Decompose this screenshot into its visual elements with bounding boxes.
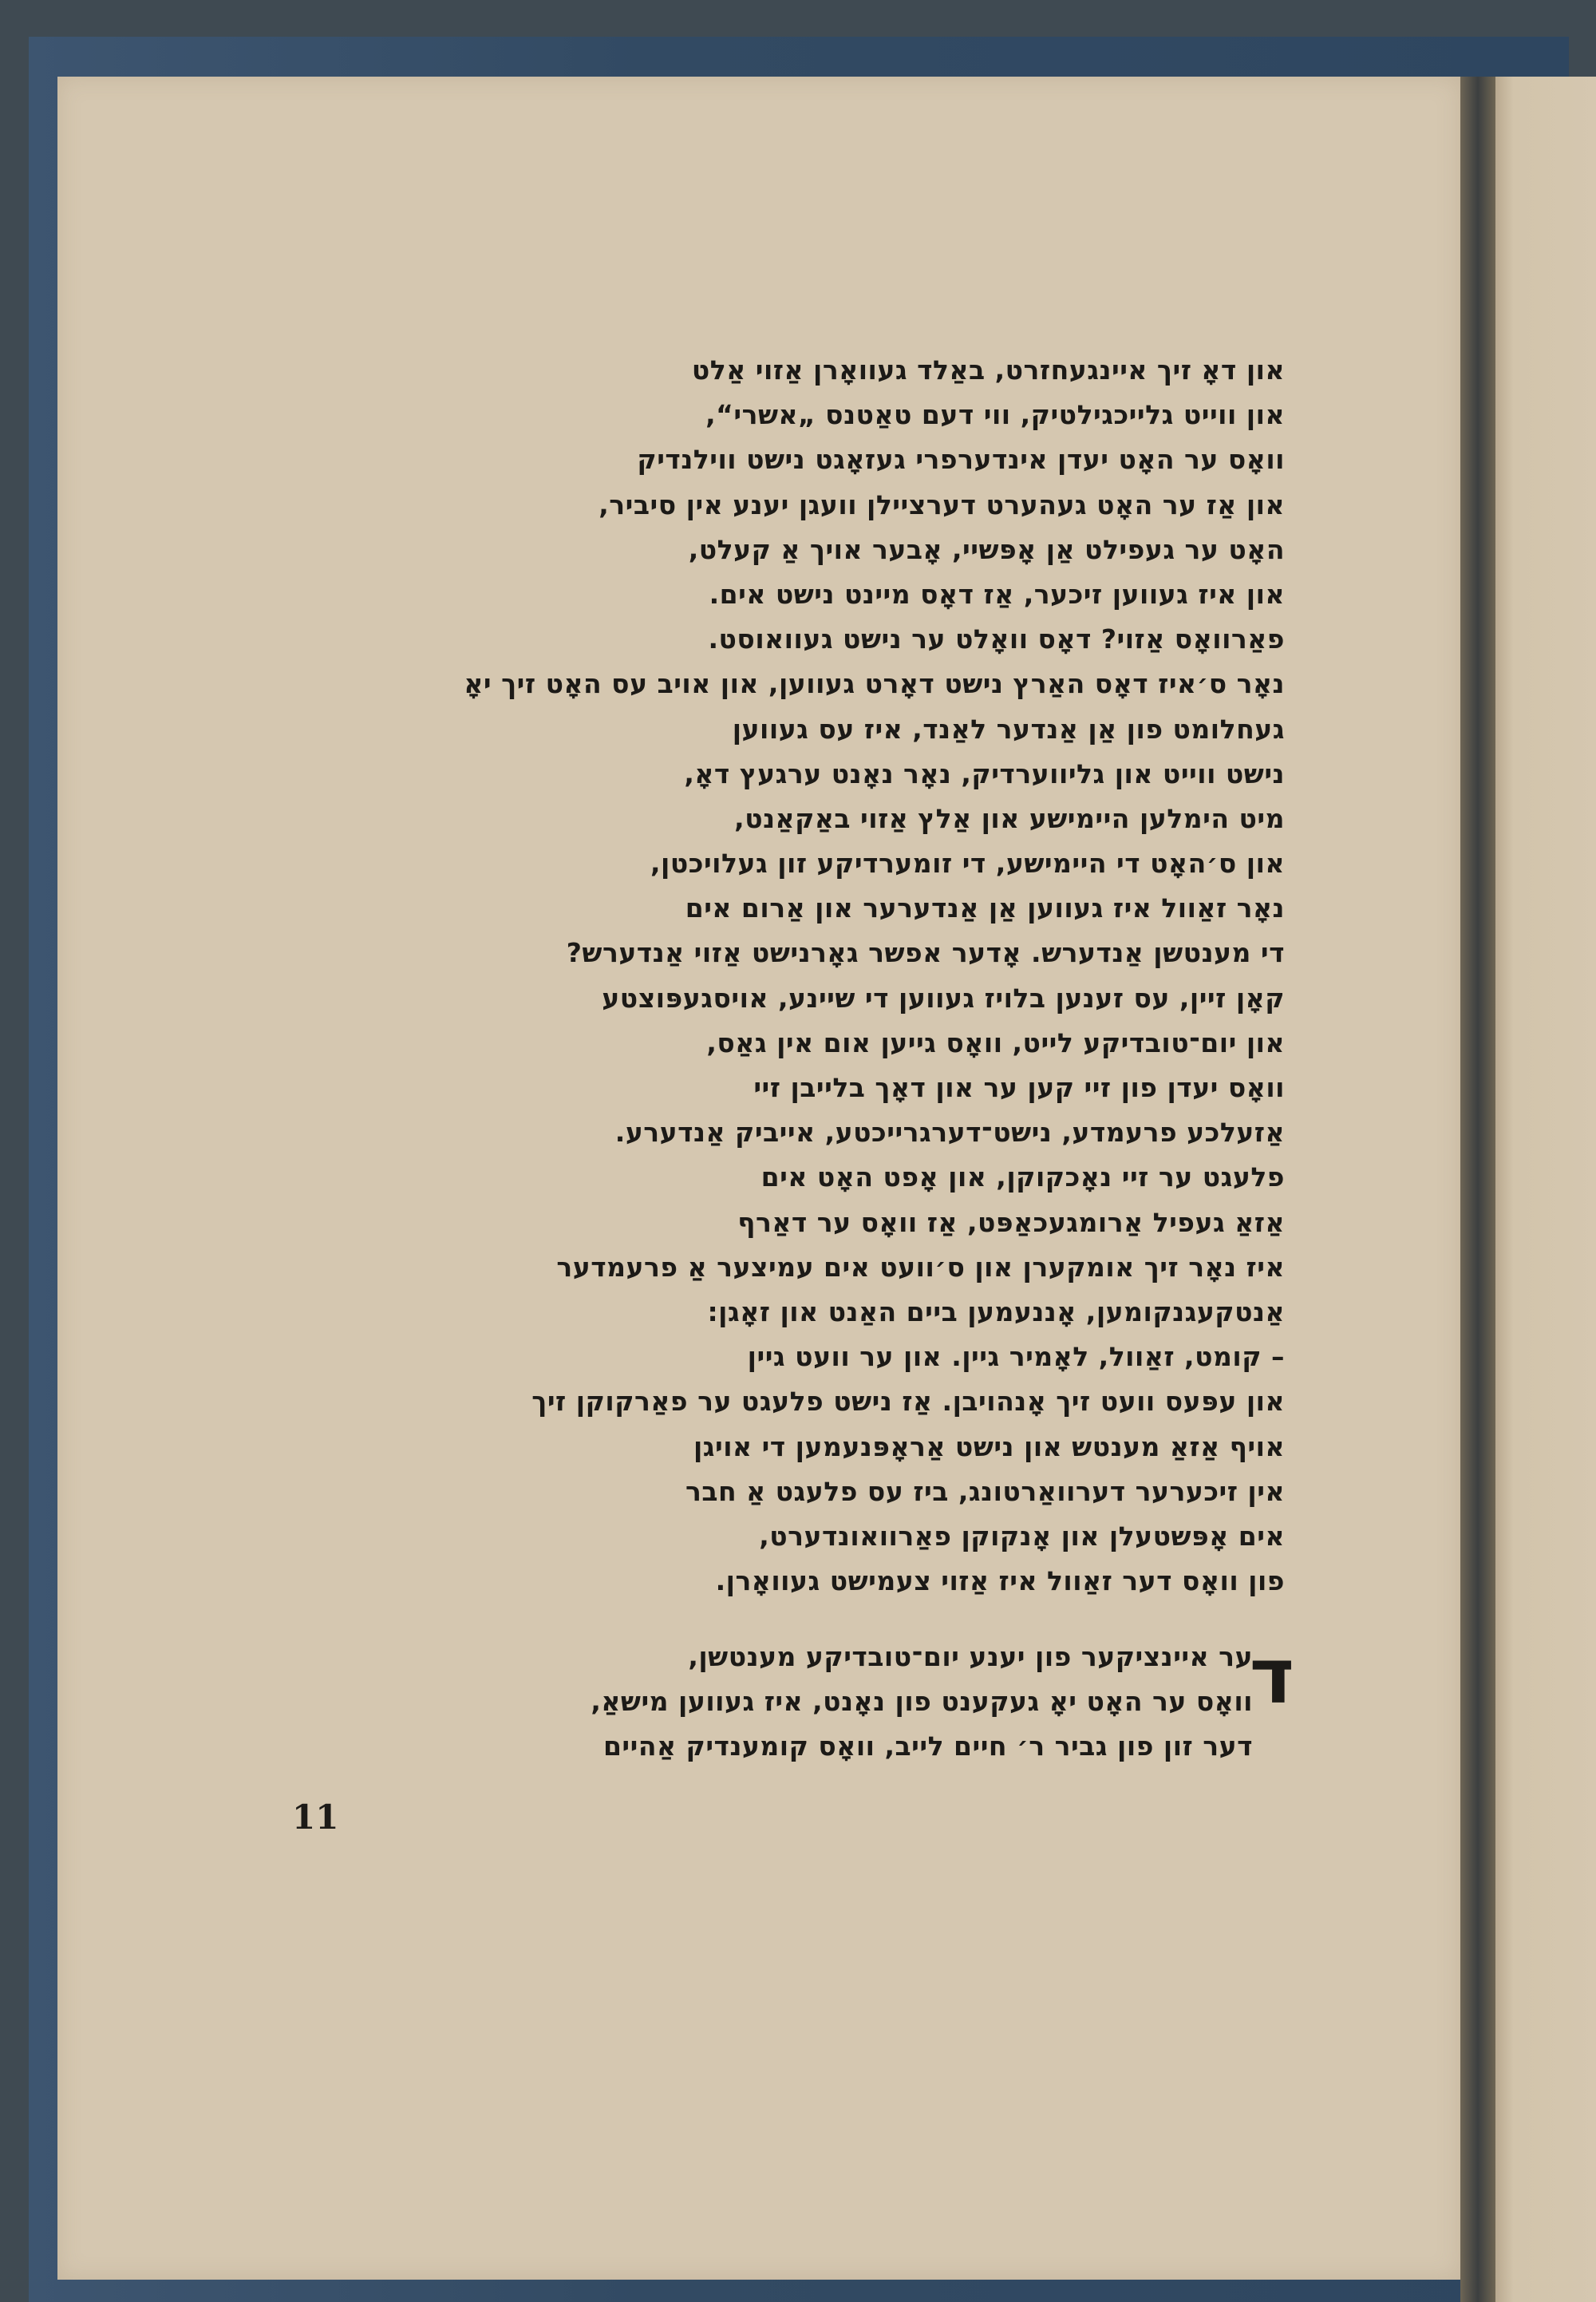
text-line: אַזעלכע פרעמדע, נישט־דערגרייכטע, אייביק אַנדערע. [614, 1117, 1285, 1149]
text-line: וואָס ער האָט יאָ געקענט פון נאָנט, איז געווען מישאַ, [591, 1686, 1253, 1718]
facing-page-edge [1495, 77, 1596, 2302]
text-line: און ס׳האָט די היימישע, די זומערדיקע זון געלויכטן, [650, 848, 1285, 880]
text-line: און איז געווען זיכער, אַז דאָס מיינט נישט אים. [709, 578, 1285, 610]
text-line: נאָר זאַוול איז געווען אַן אַנדערער און אַרום אים [685, 892, 1285, 924]
paragraph-2 [447, 1632, 1294, 1770]
text-line: פאַרוואָס אַזוי? דאָס וואָלט ער נישט געוואוסט. [708, 623, 1285, 655]
book-gutter [1460, 77, 1495, 2302]
text-line: איז נאָר זיך אומקערן און ס׳וועט אים עמיצער אַ פרעמדער [556, 1251, 1285, 1283]
text-line: האָט ער געפילט אַן אָפּשיי, אָבער אויך אַ קעלט, [688, 533, 1285, 565]
page-number: 11 [292, 1798, 339, 1837]
text-line: פלעגט ער זיי נאָכקוקן, און אָפט האָט אים [760, 1161, 1285, 1193]
text-line: און דאָ זיך איינגעחזרט, באַלד געוואָרן אַזוי אַלט [691, 354, 1285, 386]
text-line: אים אָפּשטעלן און אָנקוקן פאַרוואונדערט, [759, 1520, 1285, 1552]
text-line: אַזאַ געפיל אַרומגעכאַפּט, אַז וואָס ער דאַרף [737, 1206, 1285, 1238]
text-line: – קומט, זאַוול, לאָמיר גיין. און ער וועט גיין [747, 1341, 1285, 1373]
text-line: און ווייט גלייכגילטיק, ווי דעם טאַטנס „אשרי“, [705, 399, 1285, 431]
text-line: געחלומט פון אַן אַנדער לאַנד, איז עס געווען [732, 713, 1285, 745]
text-line: און אַז ער האָט געהערט דערציילן וועגן יענע אין סיביר, [598, 488, 1285, 520]
paragraph-1 [303, 348, 1285, 1604]
text-line: אין זיכערער דערוואַרטונג, ביז עס פלעגט אַ חבר [685, 1475, 1285, 1507]
text-line: און יום־טובדיקע לייט, וואָס גייען אום אין גאַס, [706, 1026, 1285, 1058]
text-line: נישט ווייט און גליווערדיק, נאָר נאָנט ערגעץ דאָ, [684, 757, 1285, 789]
text-line: ער איינציקער פון יענע יום־טובדיקע מענטשן, [688, 1641, 1253, 1672]
text-line: דער זון פון גביר ר׳ חיים לייב, וואָס קומענדיק אַהיים [602, 1730, 1253, 1762]
drop-cap: ד [1249, 1632, 1294, 1721]
text-line: אויף אַזאַ מענטש און נישט אַראָפּנעמען די אויגן [693, 1430, 1285, 1462]
text-line: מיט הימלען היימישע און אַלץ אַזוי באַקאַנט, [734, 802, 1285, 834]
text-line: וואָס יעדן פון זיי קען ער און דאָך בלייבן זיי [753, 1072, 1285, 1103]
text-line: און עפּעס וועט זיך אָנהויבן. אַז נישט פלעגט ער פאַרקוקן זיך [531, 1386, 1285, 1418]
text-line: פון וואָס דער זאַוול איז אַזוי צעמישט געוואָרן. [715, 1565, 1285, 1597]
text-line: נאָר ס׳איז דאָס האַרץ נישט דאָרט געווען, און אויב עס האָט זיך יאָ [464, 668, 1285, 700]
text-line: וואָס ער האָט יעדן אינדערפרי געזאָגט נישט ווילנדיק [637, 444, 1285, 476]
text-line: די מענטשן אַנדערש. אָדער אפשר גאָרנישט אַזוי אַנדערש? [566, 937, 1285, 969]
text-line: קאָן זיין, עס זענען בלויז געווען די שיינע, אויסגעפּוצטע [602, 982, 1285, 1014]
text-line: אַנטקעגנקומען, אָננעמען ביים האַנט און זאָגן: [707, 1295, 1285, 1327]
